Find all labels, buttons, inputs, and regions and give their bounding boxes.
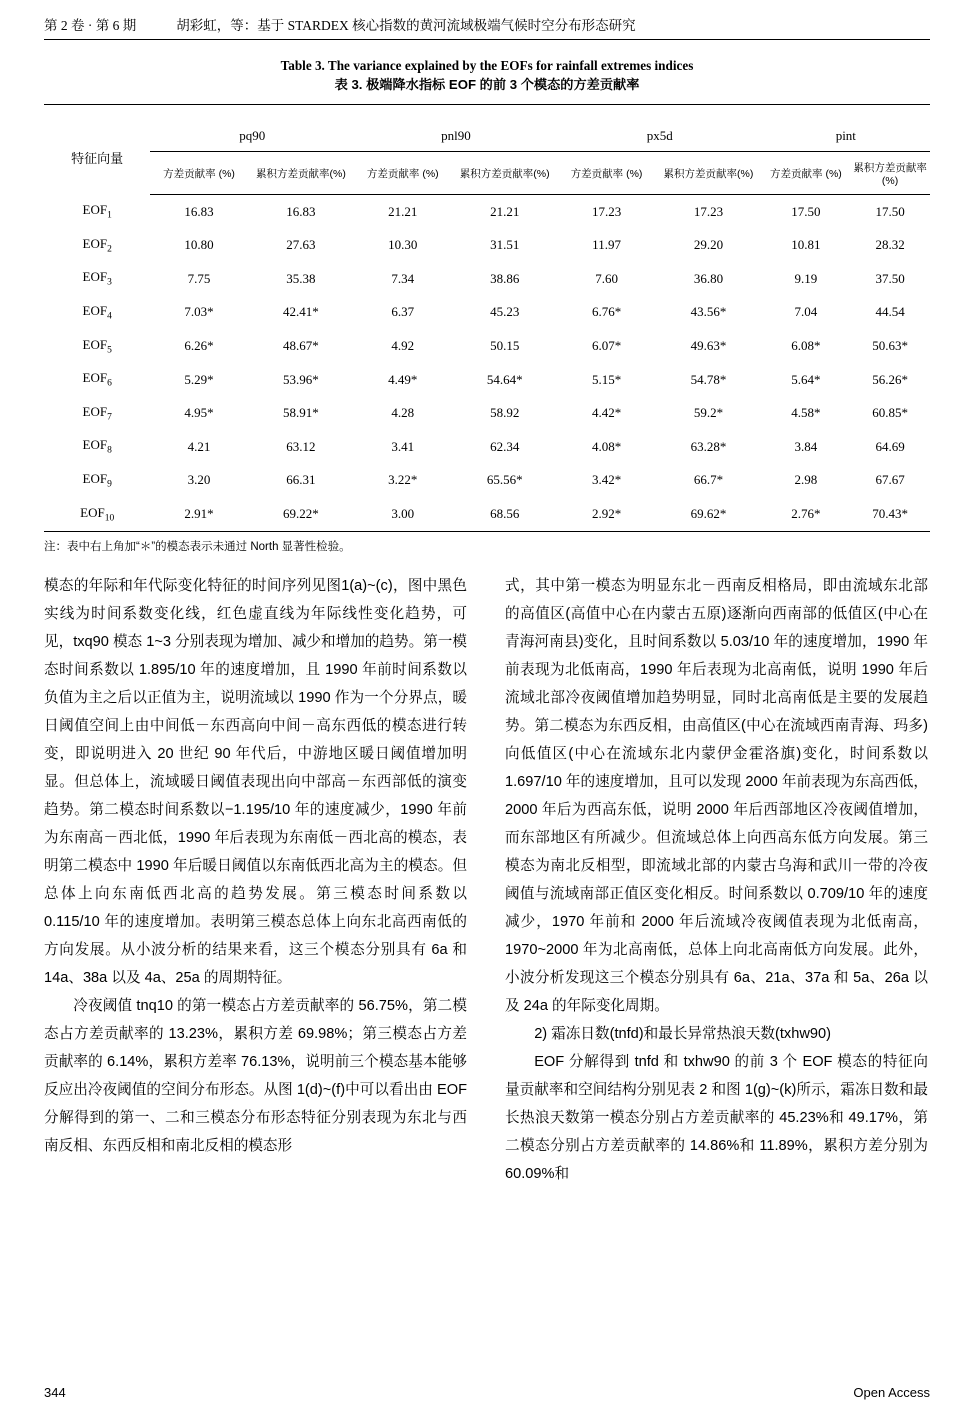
table-group-header: pint — [762, 120, 930, 152]
table-cell: 70.43* — [872, 505, 908, 521]
table-cell: 4.95* — [184, 405, 214, 421]
table-cell: 4.21 — [187, 438, 211, 454]
table-cell: 10.81 — [791, 237, 821, 253]
row-label: $EOF_4$ — [82, 303, 112, 322]
table-cell: 58.91* — [283, 405, 319, 421]
table-cell: 63.12 — [286, 438, 316, 454]
table-subheader: 方差贡献率 (%) — [354, 152, 451, 195]
table-cell: 68.56 — [490, 505, 520, 521]
table-cell: 44.54 — [875, 304, 905, 320]
table-cell: 6.37 — [391, 304, 415, 320]
table-cell: 69.62* — [690, 505, 727, 521]
table-row — [44, 396, 930, 430]
running-head — [44, 14, 930, 39]
row-label: $EOF_8$ — [82, 437, 112, 457]
table-cell: 7.60 — [595, 270, 618, 286]
table-cell: 7.03* — [184, 304, 214, 320]
table-cell: 17.23 — [693, 203, 724, 219]
paragraph: 冷夜阈值 tnq10 的第一模态占方差贡献率的 56.75%，第二模态占方差贡献率的 13.23%，累积方差 69.98%；第三模态占方差贡献率的 6.14%，累积方差率 76.13%，说明前三个模态基本能够反应出冷夜阈值的空间分布形态。从图 1(d)~(f)中可以看出由 EOF 分解得到的第一、二和三模态分布形态特征分别表现为东北与西南反相、东西反相和南北反相的模态形 — [44, 997, 467, 1155]
table-cell: 4.49* — [388, 371, 418, 387]
table-cell: 60.85* — [872, 405, 908, 421]
table-cell: 49.63* — [690, 337, 727, 353]
table-note: 注：表中右上角加“＊”的模态表示未通过 North 显著性检验。 — [44, 540, 351, 553]
table-cell: 3.84 — [794, 438, 818, 454]
table-row — [44, 363, 930, 397]
table-group-header: px5d — [558, 120, 762, 152]
table-cell: 43.56* — [690, 304, 727, 320]
table-cell: 9.19 — [794, 270, 818, 286]
table-cell: 50.15 — [490, 337, 520, 353]
table-cell: 54.64* — [486, 371, 523, 387]
table-row — [44, 195, 930, 229]
body-columns — [44, 572, 930, 1188]
table-cell: 65.56* — [486, 472, 523, 488]
table-row — [44, 430, 930, 464]
running-head-center: 胡彩虹，等：基于 STARDEX 核心指数的黄河流域极端气候时空分布形态研究 — [176, 18, 636, 33]
table-cell: 35.38 — [286, 270, 316, 286]
table-cell: 29.20 — [693, 237, 724, 253]
row-label: $EOF_1$ — [82, 202, 112, 221]
table-group-header-row — [44, 120, 930, 152]
table-cell: 2.98 — [794, 472, 818, 488]
table-subheader: 方差贡献率 (%) — [558, 152, 655, 195]
table-cell: 10.80 — [184, 237, 214, 253]
table-row — [44, 296, 930, 330]
table-cell: 16.83 — [184, 203, 214, 219]
table-cell: 27.63 — [286, 237, 316, 253]
table-cell: 7.34 — [391, 270, 415, 286]
row-label: $EOF_{10}$ — [80, 504, 115, 524]
table-cell: 63.28* — [690, 438, 727, 454]
table-cell: 64.69 — [875, 438, 905, 454]
table-cell: 2.76* — [791, 505, 821, 521]
table-cell: 21.21 — [388, 203, 418, 219]
table-cell: 59.2* — [693, 405, 724, 421]
table-row — [44, 262, 930, 296]
table-row — [44, 329, 930, 363]
table-cell: 3.22* — [388, 472, 418, 488]
table-caption-en: Table 3. The variance explained by the EOFs for rainfall extremes indices — [280, 58, 694, 73]
paragraph: 模态的年际和年代际变化特征的时间序列见图1(a)~(c)，图中黑色实线为时间系数变化线，红色虚直线为年际线性变化趋势，可见，txq90 模态 1~3 分别表现为增加、减少和增加的趋势。第一模态时间系数以 1.895/10 年的速度增加，且 1990 年前时间系数以负值为主之后以正值为主，说明流域以 1990 作为一个分界点，暖日阈值空间上由中间低－东西高向中间－高东西低的模态进行转变，即说明进入 20 世纪 90 年代后，中游地区暖日阈值增加明显。但总体上，流域暖日阈值表现出向中部高－东西部低的演变趋势。第二模态时间系数以−1.195/10 年的速度减少，1990 年前为东南高－西北低，1990 年后表现为东南低－西北高的模态，表明第二模态中 1990 年后暖日阈值以东南低西北高为主的模态。但总体上向东南低西北高的趋势发展。第三模态时间系数以 0.115/10 年的速度增加。表明第三模态总体上向东北高西南低的方向发展。从小波分析的结果来看，这三个模态分别具有 6a 和 14a、38a 以及 4a、25a 的周期特征。 — [44, 577, 467, 986]
eof-variance-table — [44, 104, 930, 531]
table-subheader: 方差贡献率 (%) — [762, 152, 851, 195]
paragraph: EOF 分解得到 tnfd 和 txhw90 的前 3 个 EOF 模态的特征向量贡献率和空间结构分别见表 2 和图 1(g)~(k)所示，霜冻日数和最长热浪天数第一模态分别占方差贡献率的 45.23%和 49.17%，第二模态分别占方差贡献率的 14.86%和 11.89%，累积方差分别为 60.09%和 — [505, 1053, 928, 1183]
table-cell: 5.64* — [791, 371, 821, 387]
table-cell: 56.26* — [872, 371, 908, 387]
table-row — [44, 497, 930, 531]
table-bottom-rule — [44, 531, 930, 532]
table-cell: 7.75 — [187, 270, 211, 286]
table-cell: 6.08* — [791, 337, 821, 353]
table-subheader: 方差贡献率 (%) — [150, 152, 247, 195]
table-cell: 4.28 — [391, 405, 415, 421]
table-cell: 6.07* — [591, 337, 622, 353]
table-cell: 50.63* — [872, 337, 908, 353]
table-cell: 4.92 — [391, 337, 415, 353]
table-cell: 17.50 — [791, 203, 821, 219]
table-cell: 4.58* — [791, 405, 821, 421]
table-cell: 69.22* — [283, 505, 319, 521]
row-label: $EOF_5$ — [82, 336, 112, 356]
table-caption-cn: 表 3. 极端降水指标 EOF 的前 3 个模态的方差贡献率 — [334, 77, 640, 93]
table-subheader-row — [44, 152, 930, 195]
paragraph: 式，其中第一模态为明显东北－西南反相格局，即由流域东北部的高值区(高值中心在内蒙古五原)逐渐向西南部的低值区(中心在青海河南县)变化，且时间系数以 5.03/10 年的速度增加，1990 年前表现为北低南高，1990 年后表现为北高南低，说明 1990 年后流域北部冷夜阈值增加趋势明显，同时北高南低是主要的发展趋势。第二模态为东西反相，由高值区(中心在流域西南青海、玛多)向低值区(中心在流域东北内蒙伊金霍洛旗)变化，时间系数以 1.697/10 年的速度增加，且可以发现 2000 年前表现为东高西低，2000 年后为西高东低，说明 2000 年后西部地区冷夜阈值增加，而东部地区有所减少。但流域总体上向西高东低方向发展。第三模态为南北反相型，即流域北部的内蒙古乌海和武川一带的冷夜阈值与流域南部正值区变化相反。时间系数以 0.709/10 年的速度减少，1970 年前和 2000 年后流域冷夜阈值表现为北低南高，1970~2000 年为北高南低，总体上向北高南低方向发展。此外，小波分析发现这三个模态分别具有 6a、21a、37a 和 5a、26a 以及 24a 的年际变化周期。 — [505, 577, 928, 1014]
header-divider — [44, 39, 930, 40]
table-cell: 21.21 — [490, 203, 520, 219]
table-cell: 10.30 — [388, 237, 418, 253]
table-group-header: pnl90 — [354, 120, 558, 152]
table-cell: 48.67* — [283, 337, 319, 353]
table-cell: 45.23 — [490, 304, 520, 320]
page-number: 344 — [44, 1385, 66, 1400]
table-row — [44, 228, 930, 262]
table-cell: 6.26* — [184, 337, 214, 353]
table-subheader: 累积方差贡献率(%) — [248, 152, 354, 195]
subsection-heading: 2) 霜冻日数(tnfd)和最长异常热浪天数(txhw90) — [534, 1025, 831, 1042]
table-row — [44, 464, 930, 498]
table-cell: 7.04 — [794, 304, 818, 320]
table-cell: 66.7* — [693, 472, 724, 488]
table-cell: 36.80 — [693, 270, 724, 286]
table-cell: 4.08* — [591, 438, 622, 454]
body-column-right — [505, 572, 928, 1188]
table-cell: 4.42* — [591, 405, 622, 421]
table-cell: 58.92 — [490, 405, 520, 421]
row-label: $EOF_2$ — [82, 235, 112, 255]
table-corner-header: 特征向量 — [71, 151, 124, 167]
table-cell: 62.34 — [490, 438, 520, 454]
table-cell: 67.67 — [875, 472, 905, 488]
table-cell: 3.41 — [391, 438, 415, 454]
table-cell: 37.50 — [875, 270, 905, 286]
table-cell: 16.83 — [286, 203, 316, 219]
table-subheader: 累积方差贡献率(%) — [850, 152, 930, 195]
table-cell: 66.31 — [286, 472, 316, 488]
table-cell: 38.86 — [490, 270, 520, 286]
table-cell: 3.20 — [187, 472, 211, 488]
table-cell: 54.78* — [690, 371, 727, 387]
table-cell: 31.51 — [490, 237, 520, 253]
table-group-header: pq90 — [150, 120, 354, 152]
table-cell: 5.15* — [591, 371, 622, 387]
row-label: $EOF_3$ — [82, 269, 112, 289]
table-cell: 11.97 — [592, 237, 621, 253]
open-access-label: Open Access — [853, 1385, 930, 1400]
running-head-left: 第 2 卷 · 第 6 期 — [44, 18, 137, 33]
table-cell: 42.41* — [283, 304, 319, 320]
row-label: $EOF_6$ — [82, 370, 112, 389]
row-label: $EOF_7$ — [82, 403, 112, 423]
table-caption — [44, 56, 930, 94]
table-subheader: 累积方差贡献率(%) — [655, 152, 761, 195]
page-footer — [44, 1385, 930, 1400]
row-label: $EOF_9$ — [82, 471, 112, 490]
table-subheader: 累积方差贡献率(%) — [452, 152, 558, 195]
table-top-rule — [44, 105, 930, 121]
table-cell: 17.50 — [875, 203, 905, 219]
table-cell: 3.00 — [391, 505, 415, 521]
table-cell: 3.42* — [591, 472, 622, 488]
table-cell: 6.76* — [591, 304, 622, 320]
table-cell: 53.96* — [283, 371, 319, 387]
table-cell: 2.92* — [591, 505, 622, 521]
table-cell: 17.23 — [591, 203, 622, 219]
body-column-left — [44, 572, 467, 1188]
table-cell: 2.91* — [184, 505, 214, 521]
table-cell: 5.29* — [184, 371, 214, 387]
table-cell: 28.32 — [875, 237, 905, 253]
